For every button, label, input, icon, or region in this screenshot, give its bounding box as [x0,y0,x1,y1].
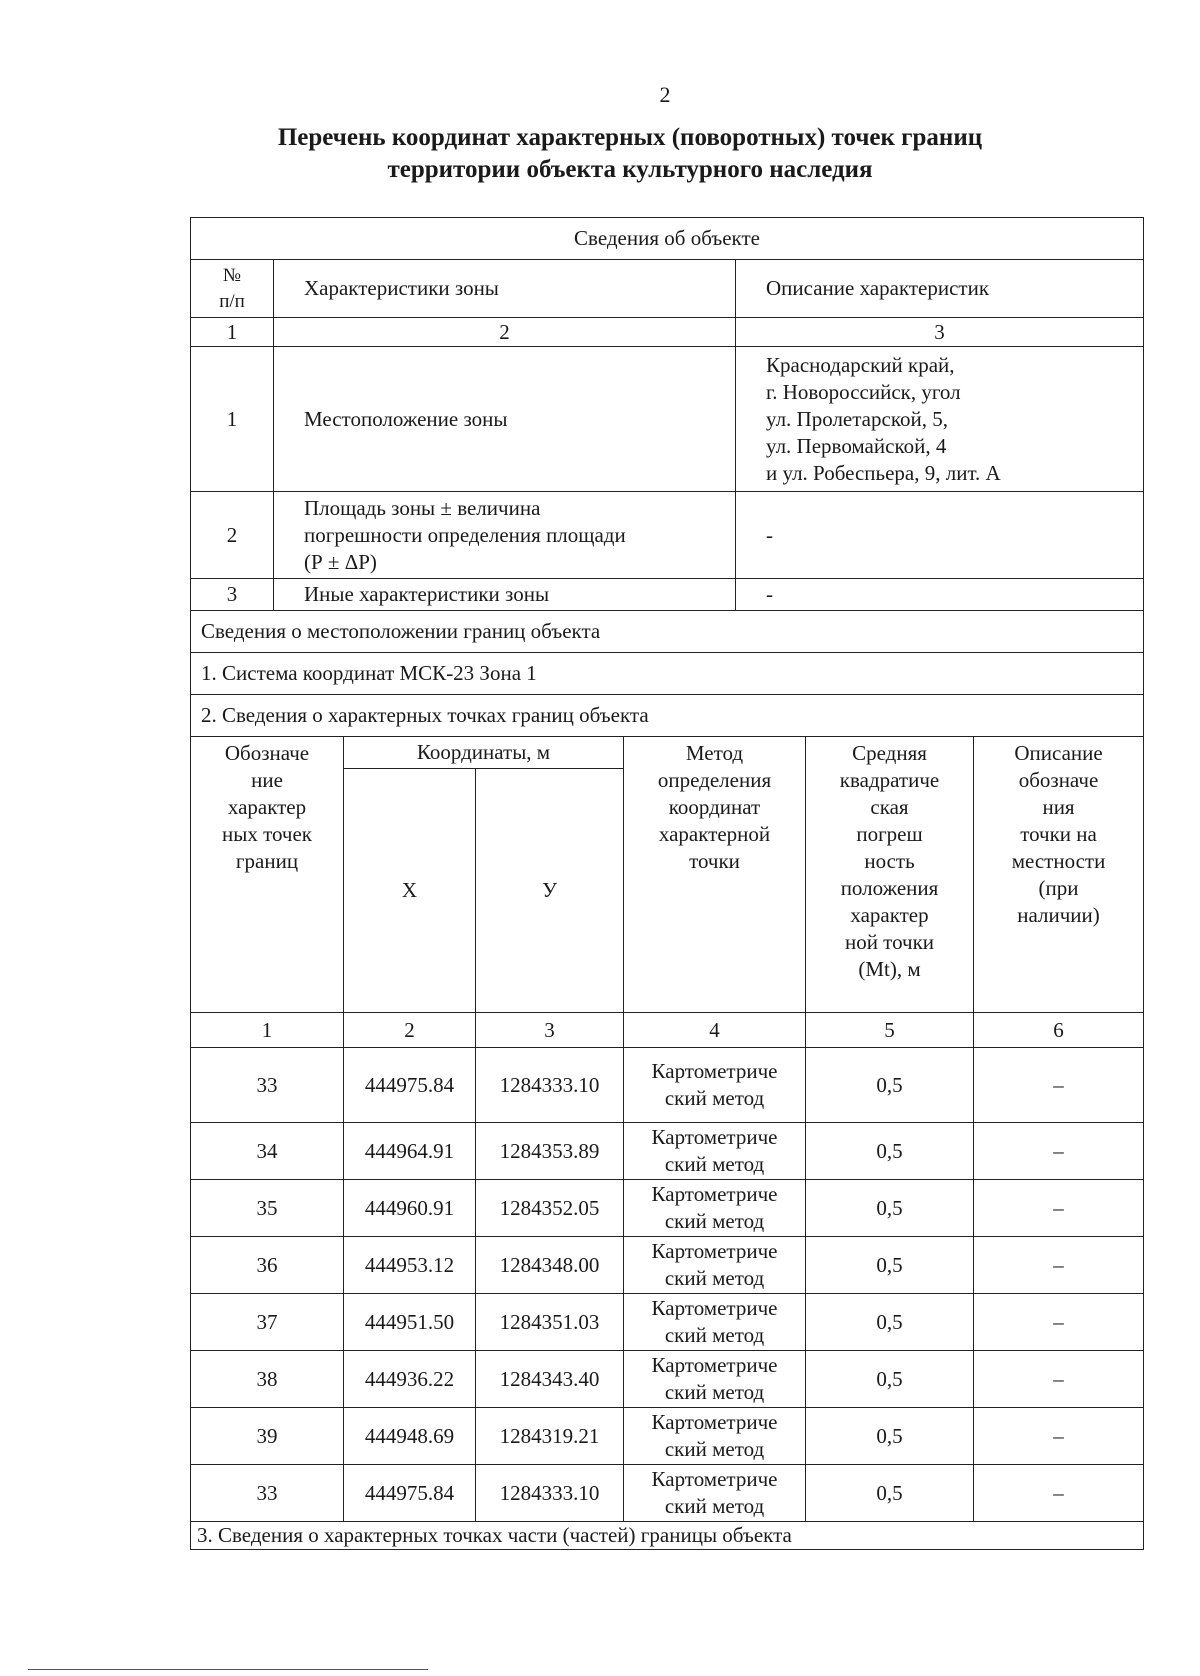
point-id: 37 [191,1294,344,1351]
method: Картометриче ский метод [624,1408,806,1465]
object-info-heading: Сведения об объекте [191,218,1144,260]
method: Картометриче ский метод [624,1237,806,1294]
col-header-characteristics: Характеристики зоны [274,260,736,318]
point-description: – [974,1237,1144,1294]
point-id: 35 [191,1180,344,1237]
point-id: 33 [191,1048,344,1123]
index-cell: 5 [806,1013,974,1048]
accuracy: 0,5 [806,1237,974,1294]
coord-y: 1284351.03 [476,1294,624,1351]
point-description: – [974,1465,1144,1522]
point-id: 34 [191,1123,344,1180]
accuracy: 0,5 [806,1048,974,1123]
coord-x: 444948.69 [344,1408,476,1465]
col-header-accuracy: Средняя квадратиче ская погреш ность положения характер ной точки (Mt), м [806,737,974,1013]
accuracy: 0,5 [806,1123,974,1180]
index-cell: 1 [191,318,274,347]
point-id: 38 [191,1351,344,1408]
footnote-divider [28,1669,428,1670]
table-row [191,1237,1144,1294]
accuracy: 0,5 [806,1294,974,1351]
boundary-points-table [190,610,1144,1550]
accuracy: 0,5 [806,1180,974,1237]
coord-y: 1284352.05 [476,1180,624,1237]
points-heading: 2. Сведения о характерных точках границ объекта [191,695,1144,737]
coord-x: 444936.22 [344,1351,476,1408]
coord-x: 444975.84 [344,1465,476,1522]
document-title [190,122,1070,186]
accuracy: 0,5 [806,1351,974,1408]
col-header-point-description: Описание обозначе ния точки на местности (при наличии) [974,737,1144,1013]
coord-y: 1284319.21 [476,1408,624,1465]
page-number: 2 [659,82,671,107]
row-num: 2 [191,492,274,579]
method: Картометриче ский метод [624,1048,806,1123]
accuracy: 0,5 [806,1465,974,1522]
index-cell: 3 [736,318,1144,347]
accuracy: 0,5 [806,1408,974,1465]
method: Картометриче ский метод [624,1180,806,1237]
point-id: 36 [191,1237,344,1294]
row-characteristic: Иные характеристики зоны [274,579,736,611]
table-row [191,1465,1144,1522]
table-row [191,1351,1144,1408]
object-info-table [190,217,1144,611]
parts-heading: 3. Сведения о характерных точках части (частей) границы объекта [191,1522,1144,1550]
col-header-num: № п/п [191,260,274,318]
coord-y: 1284353.89 [476,1123,624,1180]
row-description: Краснодарский край, г. Новороссийск, угол ул. Пролетарской, 5, ул. Первомайской, 4 и ул. Робеспьера, 9, лит. А [736,347,1144,492]
coord-y: 1284333.10 [476,1465,624,1522]
method: Картометриче ский метод [624,1294,806,1351]
index-cell: 6 [974,1013,1144,1048]
col-header-x: Х [344,769,476,1013]
table-row [191,1180,1144,1237]
method: Картометриче ский метод [624,1465,806,1522]
coordinate-system: 1. Система координат МСК-23 Зона 1 [191,653,1144,695]
point-description: – [974,1048,1144,1123]
index-cell: 4 [624,1013,806,1048]
method: Картометриче ский метод [624,1123,806,1180]
coord-x: 444960.91 [344,1180,476,1237]
row-num: 1 [191,347,274,492]
col-header-y: У [476,769,624,1013]
row-description: - [736,579,1144,611]
row-num: 3 [191,579,274,611]
point-description: – [974,1123,1144,1180]
table-row [191,1048,1144,1123]
index-cell: 2 [274,318,736,347]
coord-y: 1284348.00 [476,1237,624,1294]
point-id: 39 [191,1408,344,1465]
point-description: – [974,1351,1144,1408]
boundary-heading: Сведения о местоположении границ объекта [191,611,1144,653]
col-header-description: Описание характеристик [736,260,1144,318]
index-cell: 3 [476,1013,624,1048]
col-header-point: Обозначе ние характер ных точек границ [191,737,344,1013]
title-line-1: Перечень координат характерных (поворотных) точек границ [277,124,983,151]
method: Картометриче ский метод [624,1351,806,1408]
row-description: - [736,492,1144,579]
point-description: – [974,1294,1144,1351]
title-line-2: территории объекта культурного наследия [387,156,873,183]
coord-y: 1284333.10 [476,1048,624,1123]
coord-y: 1284343.40 [476,1351,624,1408]
col-header-method: Метод определения координат характерной точки [624,737,806,1013]
point-description: – [974,1180,1144,1237]
index-cell: 1 [191,1013,344,1048]
table-row [191,1408,1144,1465]
table-row [191,1294,1144,1351]
row-characteristic: Площадь зоны ± величина погрешности определения площади (Р ± ΔР) [274,492,736,579]
row-characteristic: Местоположение зоны [274,347,736,492]
col-header-coordinates: Координаты, м [344,737,624,769]
index-cell: 2 [344,1013,476,1048]
coord-x: 444953.12 [344,1237,476,1294]
coord-x: 444975.84 [344,1048,476,1123]
table-row [191,1123,1144,1180]
point-id: 33 [191,1465,344,1522]
coord-x: 444951.50 [344,1294,476,1351]
point-description: – [974,1408,1144,1465]
coord-x: 444964.91 [344,1123,476,1180]
